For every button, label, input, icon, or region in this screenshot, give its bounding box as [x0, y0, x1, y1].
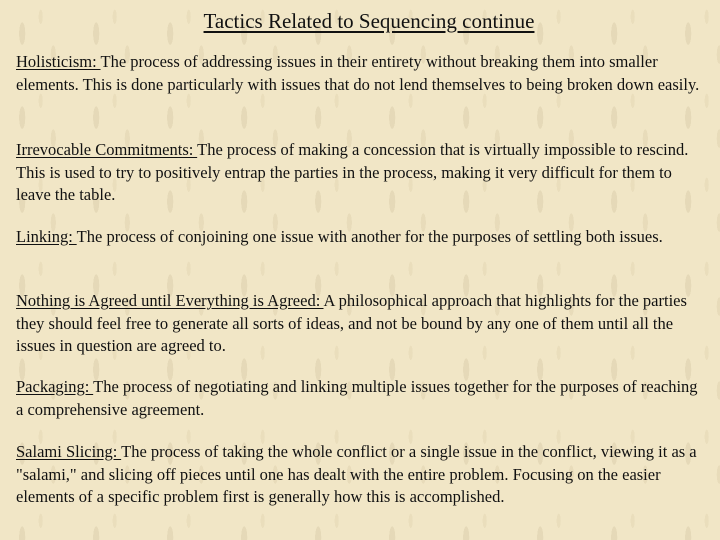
definition-text: The process of addressing issues in their entirety without breaking them into smaller elements. This is done particularly with issues that do not lend themselves to being broken down easily. — [16, 52, 700, 94]
definition-text: The process of negotiating and linking multiple issues together for the purposes of reaching a comprehensive agreement. — [16, 377, 698, 419]
slide-title: Tactics Related to Sequencing continue — [203, 9, 535, 33]
term-label: Salami Slicing: — [16, 442, 122, 461]
definition-text: The process of making a concession that is virtually impossible to rescind. This is used to try to positively entrap the parties in the process, making it very difficult for them to leave the table. — [16, 140, 689, 204]
definition-salami-slicing — [16, 441, 706, 509]
term-label: Packaging: — [16, 377, 94, 396]
definition-linking — [16, 226, 706, 249]
definition-text: The process of conjoining one issue with another for the purposes of settling both issues. — [76, 227, 663, 246]
definition-packaging — [16, 376, 706, 421]
definition-holisticism — [16, 51, 706, 96]
definition-text: A philosophical approach that highlights for the parties they should feel free to generate all sorts of ideas, and not be bound by any one of them until all the issues in question are agreed to. — [16, 291, 687, 355]
term-label: Holisticism: — [16, 52, 101, 71]
definition-irrevocable-commitments — [16, 139, 706, 207]
definition-text: The process of taking the whole conflict or a single issue in the conflict, viewing it as a "salami," and slicing off pieces until one has dealt with the entire problem. Focusing on the easier elements of a specific problem first is generally how this is accomplished. — [16, 442, 697, 506]
term-label: Irrevocable Commitments: — [16, 140, 198, 159]
term-label: Nothing is Agreed until Everything is Agreed: — [16, 291, 324, 310]
term-label: Linking: — [16, 227, 77, 246]
definition-nothing-is-agreed — [16, 290, 706, 358]
